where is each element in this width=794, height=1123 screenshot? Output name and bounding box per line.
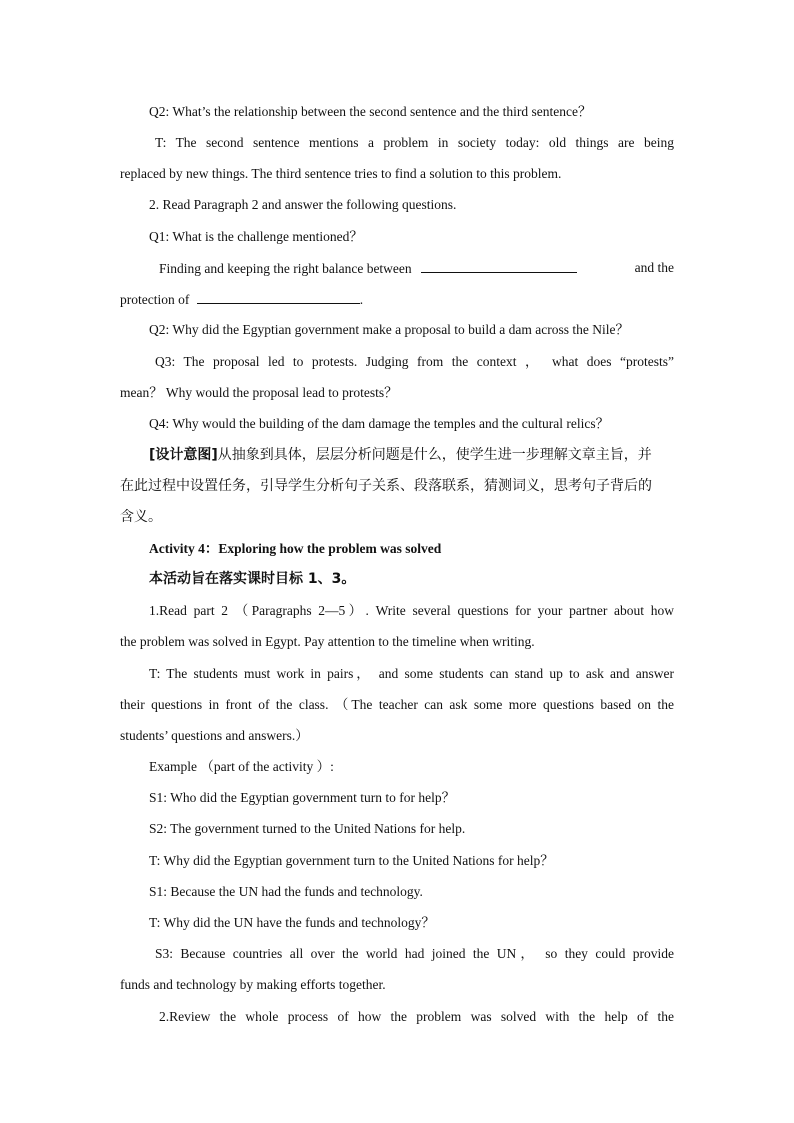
question-q3-line1: Q3: The proposal led to protests. Judging from the context ， what does “protests”: [155, 354, 674, 369]
task-1-line2: the problem was solved in Egypt. Pay attention to the timeline when writing.: [120, 634, 535, 649]
dialogue-s3-answer-line1: S3: Because countries all over the world had joined the UN， so they could provide: [155, 946, 674, 961]
task-2-review-line1: 2.Review the whole process of how the problem was solved with the help of the: [159, 1009, 674, 1024]
design-intent-line3: 含义。: [120, 509, 162, 525]
protection-of-label: protection of: [120, 292, 190, 307]
teacher-answer-line2: replaced by new things. The third sentence tries to find a solution to this problem.: [120, 166, 562, 181]
teacher-note-line3: students’ questions and answers.）: [120, 728, 309, 743]
design-intent-label: [设计意图]: [149, 447, 218, 463]
task-2-read-paragraph-2: 2. Read Paragraph 2 and answer the following questions.: [149, 197, 457, 212]
answer-blank-1[interactable]: [421, 258, 577, 273]
dialogue-s3-answer-line2: funds and technology by making efforts together.: [120, 977, 386, 992]
teacher-answer-line1: T: The second sentence mentions a problem in society today: old things are being: [155, 135, 674, 150]
activity-4-objective: 本活动旨在落实课时目标 1、3。: [149, 571, 356, 587]
dialogue-s1-question: S1: Who did the Egyptian government turn to for help？: [149, 790, 456, 805]
question-q1-challenge: Q1: What is the challenge mentioned？: [149, 229, 363, 244]
question-q2-relationship: Q2: What’s the relationship between the second sentence and the third sentence？: [149, 104, 592, 119]
fill-blank-text-end: and the: [634, 260, 674, 275]
design-intent-line1: [149, 445, 674, 465]
fill-blank-line2: [120, 289, 674, 310]
answer-blank-2[interactable]: [197, 289, 360, 304]
teacher-note-line2: their questions in front of the class. （The teacher can ask some more questions based on the: [120, 697, 674, 712]
teacher-note-line1: T: The students must work in pairs， and some students can stand up to ask and answer: [149, 666, 674, 681]
fill-blank-text-start: Finding and keeping the right balance between: [159, 261, 412, 276]
dialogue-s1-answer: S1: Because the UN had the funds and technology.: [149, 884, 423, 899]
dialogue-s2-answer: S2: The government turned to the United Nations for help.: [149, 821, 466, 836]
question-q4-dam-damage: Q4: Why would the building of the dam damage the temples and the cultural relics？: [149, 416, 610, 431]
activity-4-heading: Activity 4：Exploring how the problem was solved: [149, 541, 442, 556]
dialogue-t-question: T: Why did the Egyptian government turn to the United Nations for help？: [149, 853, 554, 868]
task-1-line1: 1.Read part 2 （Paragraphs 2—5）. Write several questions for your partner about how: [149, 603, 674, 618]
design-intent-line2: 在此过程中设置任务，引导学生分析句子关系、段落联系，猜测词义，思考句子背后的: [120, 478, 652, 494]
dialogue-t-question-2: T: Why did the UN have the funds and technology？: [149, 915, 435, 930]
question-q2-proposal: Q2: Why did the Egyptian government make a proposal to build a dam across the Nile？: [149, 322, 630, 337]
design-intent-text: 从抽象到具体，层层分析问题是什么，使学生进一步理解文章主旨，并: [217, 447, 652, 463]
fill-blank-line1: [159, 258, 674, 279]
example-heading: Example （part of the activity ）:: [149, 759, 334, 774]
question-q3-line2: mean？ Why would the proposal lead to protests？: [120, 385, 398, 400]
period-mark: .: [359, 292, 364, 307]
